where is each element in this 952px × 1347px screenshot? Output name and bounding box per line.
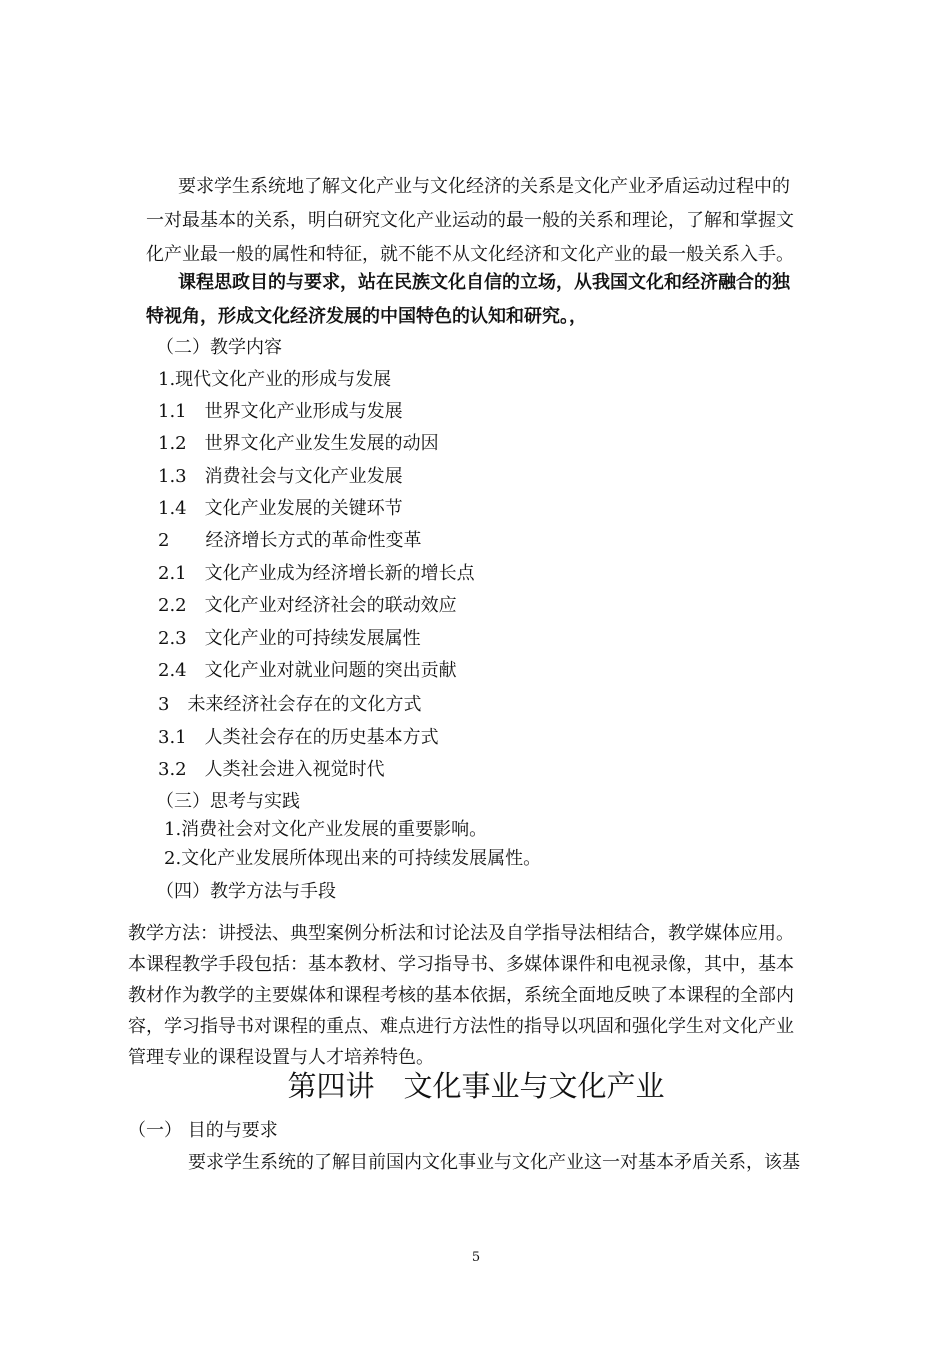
outline-item: 2.4 文化产业对就业问题的突出贡献 (158, 660, 457, 681)
outline-item: 1.4 文化产业发展的关键环节 (158, 498, 403, 519)
practice-item: 2.文化产业发展所体现出来的可持续发展属性。 (164, 848, 542, 869)
page-number: 5 (471, 1250, 481, 1265)
text-line: 一对最基本的关系，明白研究文化产业运动的最一般的关系和理论，了解和掌握文 (146, 210, 794, 231)
practice-item: 1.消费社会对文化产业发展的重要影响。 (164, 819, 488, 840)
ideology-paragraph (146, 266, 846, 334)
text-line: 要求学生系统地了解文化产业与文化经济的关系是文化产业矛盾运动过程中的 (178, 176, 790, 197)
outline-item: 1.现代文化产业的形成与发展 (158, 369, 392, 390)
outline-item: 2.3 文化产业的可持续发展属性 (158, 628, 421, 649)
text-line: 管理专业的课程设置与人才培养特色。 (128, 1047, 434, 1068)
outline-item: 3.2 人类社会进入视觉时代 (158, 759, 385, 780)
text-line: 教材作为教学的主要媒体和课程考核的基本依据，系统全面地反映了本课程的全部内 (128, 985, 794, 1006)
text-line: 教学方法：讲授法、典型案例分析法和讨论法及自学指导法相结合，教学媒体应用。 (128, 923, 794, 944)
outline-item: 1.1 世界文化产业形成与发展 (158, 401, 403, 422)
lecture-heading: 第四讲 文化事业与文化产业 (287, 1069, 665, 1103)
text-line: 本课程教学手段包括：基本教材、学习指导书、多媒体课件和电视录像，其中，基本 (128, 954, 794, 975)
outline-item: 2.2 文化产业对经济社会的联动效应 (158, 595, 457, 616)
outline-item: 1.2 世界文化产业发生发展的动因 (158, 433, 439, 454)
outline-item: 1.3 消费社会与文化产业发展 (158, 466, 403, 487)
intro-paragraph (146, 170, 836, 272)
text-line: 特视角，形成文化经济发展的中国特色的认知和研究。， (146, 306, 587, 327)
outline-item: 3.1 人类社会存在的历史基本方式 (158, 727, 439, 748)
text-line: 容，学习指导书对课程的重点、难点进行方法性的指导以巩固和强化学生对文化产业 (128, 1016, 794, 1037)
outline-item: 2.1 文化产业成为经济增长新的增长点 (158, 563, 475, 584)
section-heading: （三）思考与实践 (156, 791, 300, 812)
text-line: 要求学生系统的了解目前国内文化事业与文化产业这一对基本矛盾关系，该基 (188, 1152, 800, 1173)
outline-item: 2 经济增长方式的革命性变革 (158, 530, 422, 551)
subsection-heading: （一） 目的与要求 (128, 1120, 278, 1141)
method-paragraph (128, 918, 840, 1073)
text-line: 课程思政目的与要求，站在民族文化自信的立场，从我国文化和经济融合的独 (178, 272, 790, 293)
text-line: 化产业最一般的属性和特征，就不能不从文化经济和文化产业的最一般关系入手。 (146, 244, 794, 265)
outline-item: 3 未来经济社会存在的文化方式 (158, 694, 422, 715)
section-heading: （四）教学方法与手段 (156, 881, 336, 902)
section-heading: （二）教学内容 (156, 337, 282, 358)
